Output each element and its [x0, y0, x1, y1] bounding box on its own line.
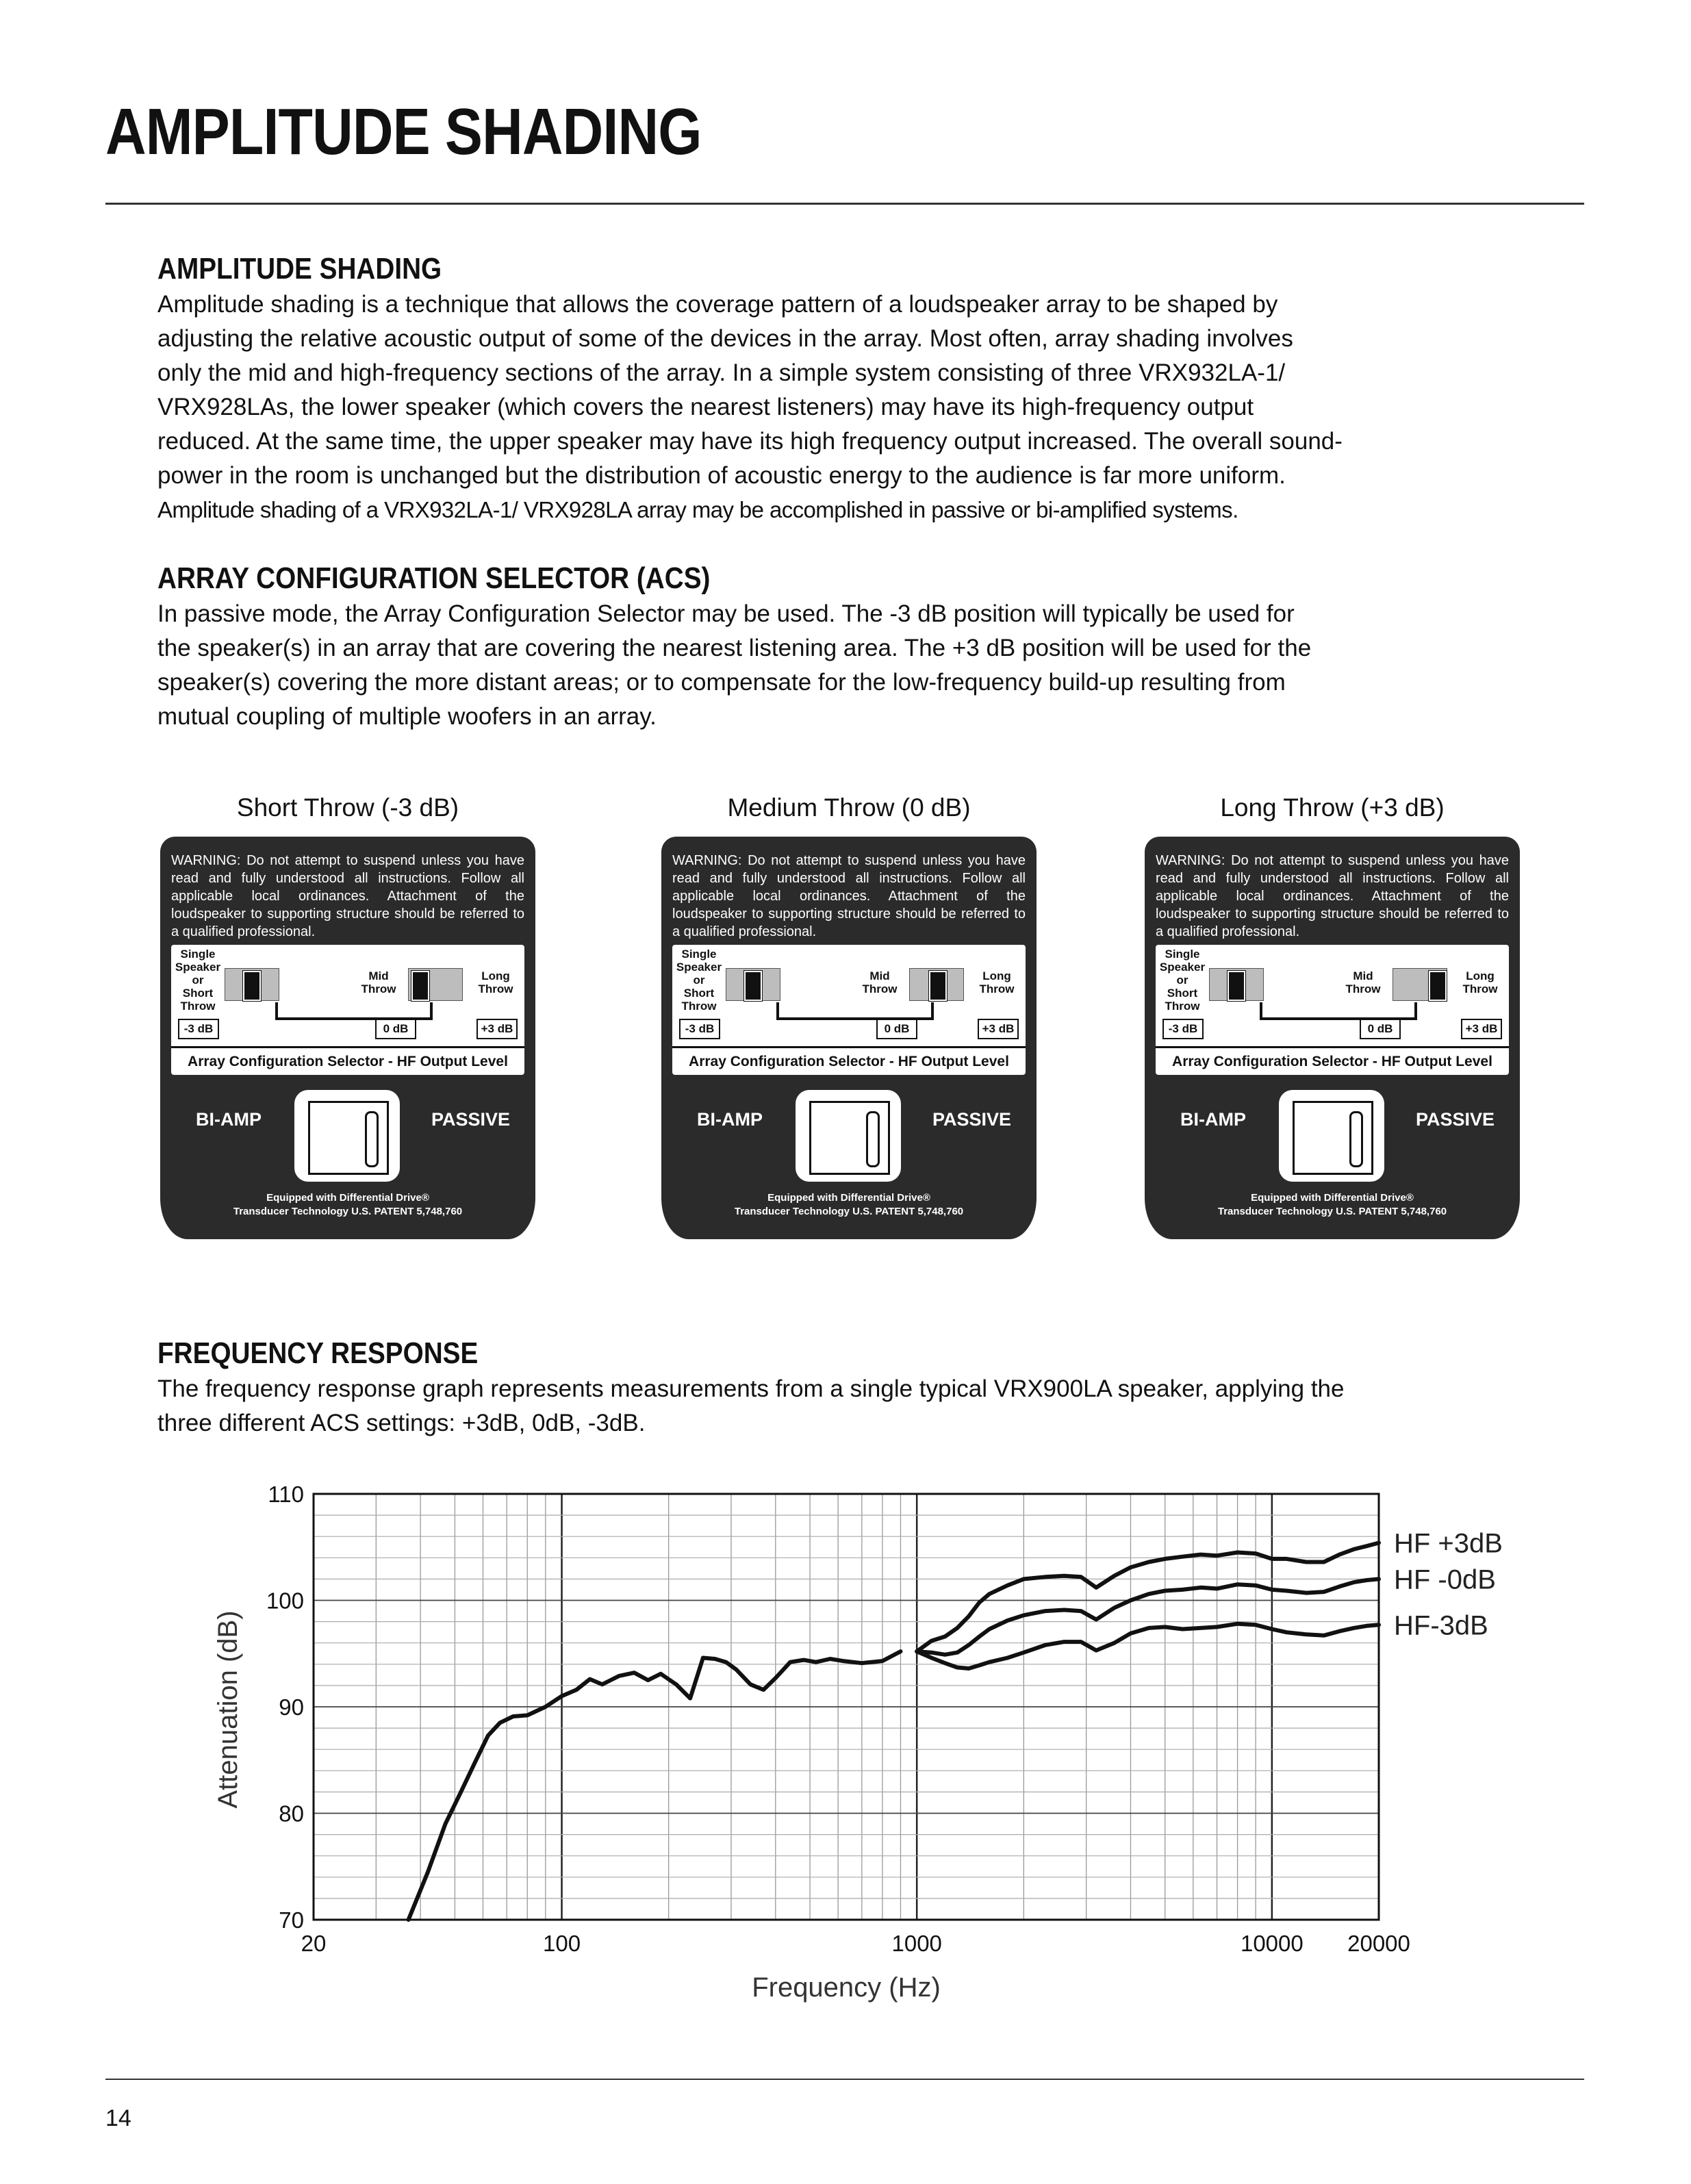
acs-selector-box: [171, 945, 524, 1075]
body-line: the speaker(s) in an array that are covering the nearest listening area. The +3 dB position will be used for the: [157, 635, 1312, 661]
acs-selector-box: [1156, 945, 1509, 1075]
switch-rocker: [1349, 1111, 1363, 1167]
long-throw-label: Long Throw: [1462, 969, 1498, 995]
body-line: The frequency response graph represents measurements from a single typical VRX900LA speaker, applying the: [157, 1375, 1345, 1402]
acs-panel-long: [1145, 837, 1520, 1239]
db-zero-box: 0 dB: [876, 1019, 917, 1039]
db-plus-box: +3 dB: [476, 1019, 518, 1039]
section-heading: FREQUENCY RESPONSE: [157, 1336, 479, 1370]
acs-slider-left: [726, 968, 780, 1001]
body-line: mutual coupling of multiple woofers in an array.: [157, 703, 657, 730]
y-axis-label: Attenuation (dB): [213, 1610, 243, 1809]
footer-rule: [105, 2079, 1584, 2080]
mid-throw-label: Mid Throw: [361, 969, 396, 995]
series-label: HF +3dB: [1394, 1528, 1503, 1559]
acs-selector-box: [672, 945, 1026, 1075]
slider-knob: [1429, 971, 1447, 1001]
panel-title-medium: Medium Throw (0 dB): [727, 793, 971, 822]
switch-face: [308, 1101, 389, 1175]
y-tick-label: 70: [279, 1907, 304, 1933]
db-plus-box: +3 dB: [978, 1019, 1019, 1039]
long-throw-label: Long Throw: [478, 969, 513, 995]
db-minus-box: -3 dB: [1162, 1019, 1204, 1039]
x-tick-label: 10000: [1240, 1931, 1304, 1956]
db-zero-box: 0 dB: [1360, 1019, 1401, 1039]
y-tick-label: 80: [279, 1801, 304, 1827]
biamp-label: BI-AMP: [196, 1109, 262, 1130]
patent-text: Equipped with Differential Drive® Transducer Technology U.S. PATENT 5,748,760: [1217, 1192, 1447, 1217]
x-tick-label: 20000: [1347, 1931, 1410, 1956]
mode-switch[interactable]: [1279, 1090, 1384, 1182]
warning-text: WARNING: Do not attempt to suspend unless you have read and fully understood all instructions. Follow all applicable local ordinances. Attachment of the loudspeaker to supporting structure should be referred to a qualified professional.: [1156, 853, 1509, 939]
bracket-line: [776, 1002, 934, 1020]
acs-slider-right[interactable]: [909, 968, 964, 1001]
acs-panel-short: [160, 837, 535, 1239]
patent-text: Equipped with Differential Drive® Transducer Technology U.S. PATENT 5,748,760: [233, 1192, 463, 1217]
x-axis-label: Frequency (Hz): [752, 1972, 941, 2003]
y-tick-label: 100: [266, 1588, 304, 1614]
acs-caption: Array Configuration Selector - HF Output Level: [1156, 1046, 1509, 1076]
chart-grid: [314, 1494, 1379, 1920]
mode-switch[interactable]: [796, 1090, 901, 1182]
x-tick-label: 100: [543, 1931, 581, 1956]
patent-text: Equipped with Differential Drive® Transducer Technology U.S. PATENT 5,748,760: [734, 1192, 964, 1217]
passive-label: PASSIVE: [431, 1109, 511, 1130]
body-line: Amplitude shading of a VRX932LA-1/ VRX928LA array may be accomplished in passive or bi-amplified systems.: [157, 497, 1238, 522]
body-line: VRX928LAs, the lower speaker (which covers the nearest listeners) may have its high-frequency output: [157, 394, 1254, 420]
section-heading: ARRAY CONFIGURATION SELECTOR (ACS): [157, 561, 711, 595]
acs-slider-left: [225, 968, 279, 1001]
slider-knob: [1228, 971, 1245, 1001]
chart-series: [409, 1529, 1503, 1920]
db-minus-box: -3 dB: [178, 1019, 219, 1039]
db-minus-box: -3 dB: [679, 1019, 720, 1039]
bracket-line: [1260, 1002, 1417, 1020]
mid-throw-label: Mid Throw: [862, 969, 898, 995]
body-line: reduced. At the same time, the upper speaker may have its high frequency output increased. The overall sound-: [157, 428, 1343, 455]
y-tick-label: 90: [279, 1694, 304, 1720]
slider-knob: [411, 971, 429, 1001]
body-line: adjusting the relative acoustic output of some of the devices in the array. Most often, array shading involves: [157, 325, 1293, 352]
biamp-label: BI-AMP: [1180, 1109, 1246, 1130]
warning-text: WARNING: Do not attempt to suspend unless you have read and fully understood all instructions. Follow all applicable local ordinances. Attachment of the loudspeaker to supporting structure should be referred to a qualified professional.: [672, 853, 1026, 939]
body-line: In passive mode, the Array Configuration Selector may be used. The -3 dB position will typically be used for: [157, 600, 1295, 627]
single-speaker-label: Single Speaker or Short Throw: [676, 948, 722, 1013]
acs-slider-right[interactable]: [408, 968, 463, 1001]
mid-throw-label: Mid Throw: [1345, 969, 1381, 995]
warning-text: WARNING: Do not attempt to suspend unless you have read and fully understood all instructions. Follow all applicable local ordinances. Attachment of the loudspeaker to supporting structure should be referred to a qualified professional.: [171, 853, 524, 939]
page-title: AMPLITUDE SHADING: [105, 95, 702, 168]
panel-title-short: Short Throw (-3 dB): [236, 793, 459, 822]
body-line: three different ACS settings: +3dB, 0dB, -3dB.: [157, 1410, 646, 1436]
db-plus-box: +3 dB: [1461, 1019, 1502, 1039]
body-line: only the mid and high-frequency sections of the array. In a simple system consisting of three VRX932LA-1/: [157, 359, 1286, 386]
switch-rocker: [866, 1111, 880, 1167]
long-throw-label: Long Throw: [979, 969, 1015, 995]
acs-slider-right[interactable]: [1393, 968, 1447, 1001]
panel-title-long: Long Throw (+3 dB): [1220, 793, 1445, 822]
single-speaker-label: Single Speaker or Short Throw: [175, 948, 221, 1013]
body-line: Amplitude shading is a technique that allows the coverage pattern of a loudspeaker array to be shaped by: [157, 291, 1278, 318]
passive-label: PASSIVE: [1416, 1109, 1495, 1130]
bracket-line: [275, 1002, 433, 1020]
y-tick-label: 110: [268, 1482, 304, 1507]
series-label: HF-3dB: [1394, 1610, 1488, 1641]
switch-face: [809, 1101, 890, 1175]
x-tick-label: 20: [301, 1931, 327, 1956]
acs-slider-left: [1209, 968, 1264, 1001]
mode-switch[interactable]: [294, 1090, 400, 1182]
switch-face: [1293, 1101, 1373, 1175]
series-line-shared-low: [409, 1651, 901, 1920]
single-speaker-label: Single Speaker or Short Throw: [1159, 948, 1206, 1013]
slider-knob: [243, 971, 261, 1001]
db-zero-box: 0 dB: [375, 1019, 416, 1039]
x-tick-label: 1000: [891, 1931, 942, 1956]
acs-caption: Array Configuration Selector - HF Output Level: [672, 1046, 1026, 1076]
section-heading: AMPLITUDE SHADING: [157, 252, 442, 285]
page-number: 14: [105, 2105, 131, 2131]
passive-label: PASSIVE: [932, 1109, 1012, 1130]
acs-panel-medium: [661, 837, 1037, 1239]
body-line: speaker(s) covering the more distant areas; or to compensate for the low-frequency build-up resulting from: [157, 669, 1286, 696]
slider-knob: [929, 971, 947, 1001]
switch-rocker: [365, 1111, 379, 1167]
acs-caption: Array Configuration Selector - HF Output Level: [171, 1046, 524, 1076]
biamp-label: BI-AMP: [697, 1109, 763, 1130]
slider-knob: [744, 971, 762, 1001]
body-line: power in the room is unchanged but the distribution of acoustic energy to the audience is far more uniform.: [157, 462, 1286, 489]
series-label: HF -0dB: [1394, 1564, 1496, 1595]
